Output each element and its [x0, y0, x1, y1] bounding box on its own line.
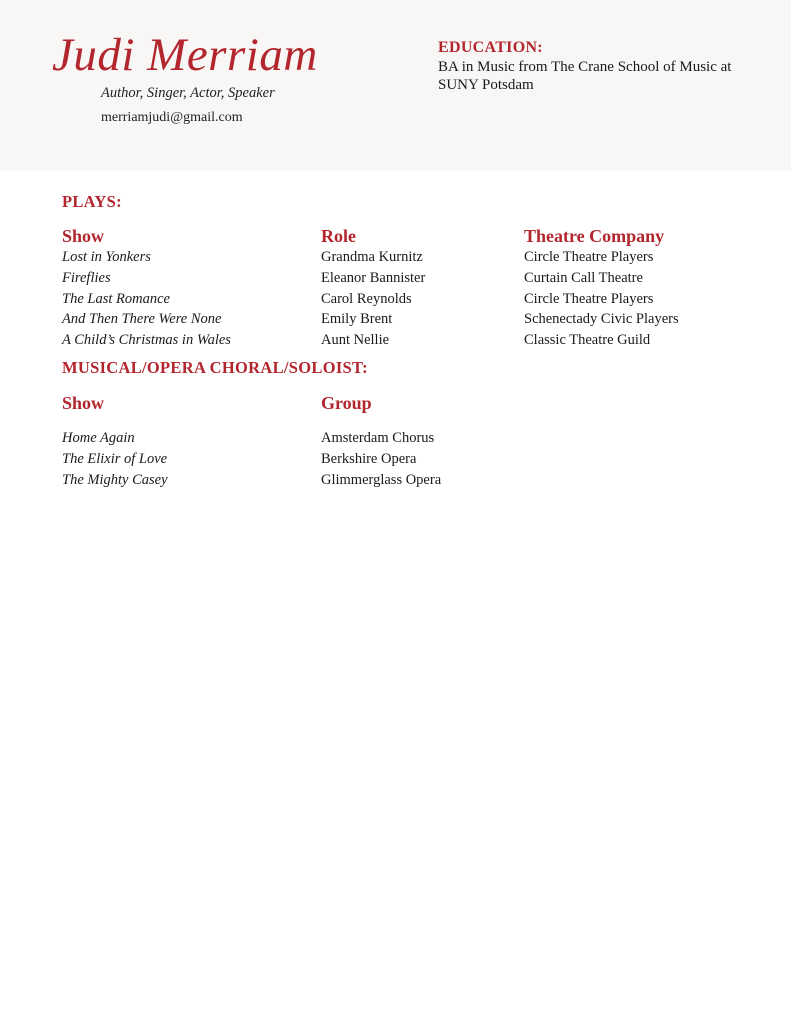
plays-role: Eleanor Bannister — [321, 270, 426, 286]
education-text: BA in Music from The Crane School of Music at SUNY Potsdam — [438, 59, 732, 93]
musical-show: Home Again — [62, 430, 135, 446]
musical-show: The Elixir of Love — [62, 451, 168, 467]
plays-company: Curtain Call Theatre — [524, 270, 643, 286]
plays-company: Circle Theatre Players — [524, 291, 654, 307]
plays-show: A Child’s Christmas in Wales — [62, 332, 231, 348]
plays-show: Fireflies — [62, 270, 111, 286]
plays-column-show: Show — [62, 226, 105, 246]
plays-role: Carol Reynolds — [321, 291, 412, 307]
plays-role: Grandma Kurnitz — [321, 249, 423, 265]
resume-name: Judi Merriam — [52, 29, 318, 81]
musical-column-show: Show — [62, 393, 105, 413]
plays-column-company: Theatre Company — [524, 226, 665, 246]
musical-group: Glimmerglass Opera — [321, 472, 442, 488]
plays-company: Classic Theatre Guild — [524, 332, 651, 348]
musical-show: The Mighty Casey — [62, 472, 168, 488]
plays-column-role: Role — [321, 226, 356, 246]
plays-show: And Then There Were None — [62, 311, 222, 327]
plays-company: Schenectady Civic Players — [524, 311, 679, 327]
plays-role: Aunt Nellie — [321, 332, 390, 348]
musical-group: Amsterdam Chorus — [321, 430, 435, 446]
contact-email: merriamjudi@gmail.com — [101, 110, 243, 125]
plays-show: The Last Romance — [62, 291, 170, 307]
plays-show: Lost in Yonkers — [62, 249, 151, 265]
plays-heading: PLAYS: — [62, 192, 122, 211]
musical-column-group: Group — [321, 393, 372, 413]
education-heading: EDUCATION: — [438, 39, 543, 56]
plays-role: Emily Brent — [321, 311, 393, 327]
resume-tagline: Author, Singer, Actor, Speaker — [101, 85, 275, 101]
musical-group: Berkshire Opera — [321, 451, 417, 467]
musical-heading: MUSICAL/OPERA CHORAL/SOLOIST: — [62, 358, 368, 377]
plays-company: Circle Theatre Players — [524, 249, 654, 265]
